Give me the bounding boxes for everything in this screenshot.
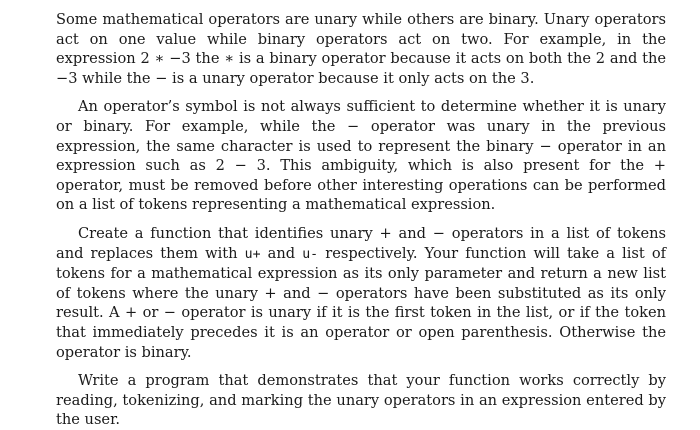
paragraph-text: Write a program that demonstrates that your function works correctly by reading, tokenizing, and marking the unary operators in an expression entered by the user. [56, 372, 666, 429]
paragraph-text: An operator’s symbol is not always sufficient to determine whether it is unary or binary. For example, while the − operator was unary in the previous expression, the same character is used to represent the binary − operator in an expression such as 2 − 3. This ambiguity, which is also present for the + operator, must be removed before other interesting operations can be performed on a list of tokens representing a mathematical expression. [56, 98, 666, 214]
code-token-unary-plus: u+ [244, 246, 261, 262]
paragraph-operator-ambiguity [56, 97, 666, 215]
paragraph-program-task [56, 371, 666, 430]
paragraph-unary-binary-intro [56, 10, 666, 88]
paragraph-text: Create a function that identifies unary + and − operators in a list of tokens and replaces them with [56, 224, 666, 262]
code-token-unary-minus: u- [302, 246, 319, 262]
paragraph-text: and [260, 244, 303, 262]
paragraph-text: respectively. Your function will take a list of tokens for a mathematical expression as its only parameter and return a new list of tokens where the unary + and − operators have been substituted as its only result. A + or − operator is unary if it is the first token in the list, or if the token that immediately precedes it is an operator or open parenthesis. Otherwise the operator is binary. [56, 244, 667, 361]
paragraph-text: Some mathematical operators are unary while others are binary. Unary operators act on one value while binary operators act on two. For example, in the expression 2 ∗ −3 the ∗ is a binary operator because it acts on both the 2 and the −3 while the − is a unary operator because it only acts on the 3. [56, 11, 666, 87]
paragraph-function-spec [56, 224, 666, 362]
